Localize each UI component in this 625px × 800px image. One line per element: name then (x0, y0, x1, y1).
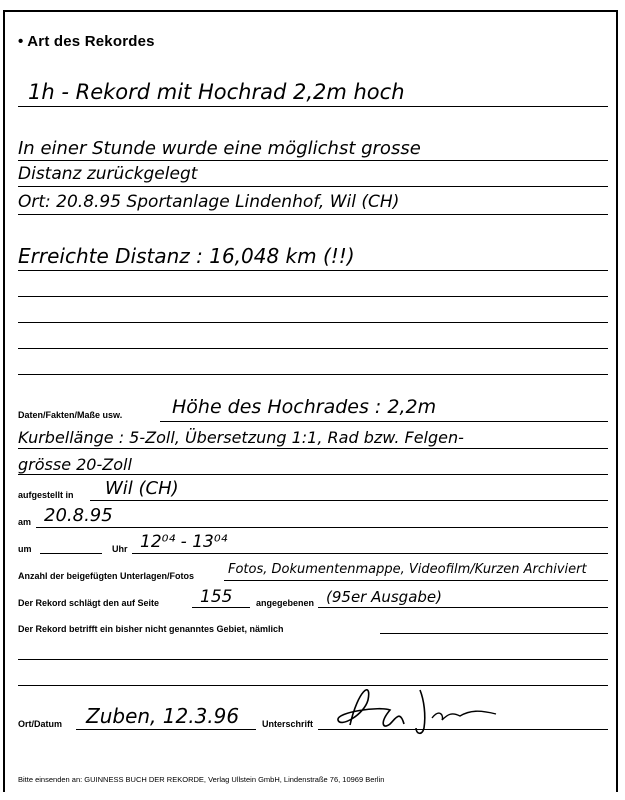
date-label: am (18, 517, 32, 527)
description-line-1: In einer Stunde wurde eine möglichst grosse (18, 138, 421, 159)
rule (18, 474, 608, 475)
facts-label: Daten/Fakten/Maße usw. (18, 410, 123, 420)
rule (18, 448, 608, 449)
description-line-3: Ort: 20.8.95 Sportanlage Lindenhof, Wil (CH) (18, 192, 400, 212)
date-value: 20.8.95 (44, 505, 113, 526)
facts-value-3: grösse 20-Zoll (18, 455, 132, 474)
time-value: 12⁰⁴ - 13⁰⁴ (140, 532, 228, 552)
rule (18, 106, 608, 107)
time-to-label: Uhr (112, 544, 128, 554)
place-date-value: Zuben, 12.3.96 (86, 704, 240, 728)
rule (192, 607, 250, 608)
record-type-text: 1h - Rekord mit Hochrad 2,2m hoch (28, 80, 405, 104)
rule (18, 214, 608, 215)
rule (18, 348, 608, 349)
rule (18, 659, 608, 660)
rule (40, 553, 102, 554)
rule (18, 374, 608, 375)
attachments-value: Fotos, Dokumentenmappe, Videofilm/Kurzen Archiviert (228, 562, 587, 577)
page-value: 155 (200, 587, 233, 607)
rule (18, 160, 608, 161)
section-title: • Art des Rekordes (18, 33, 155, 50)
place-value: Wil (CH) (105, 478, 179, 499)
rule (380, 633, 608, 634)
footer-address: Bitte einsenden an: GUINNESS BUCH DER REKORDE, Verlag Ullstein GmbH, Lindenstraße 76, 10969 Berlin (18, 775, 385, 784)
rule (76, 729, 256, 730)
distance-text: Erreichte Distanz : 16,048 km (!!) (18, 244, 355, 268)
time-from-label: um (18, 544, 32, 554)
page-suffix-label: angegebenen (256, 598, 315, 608)
rule (36, 527, 608, 528)
area-label: Der Rekord betrifft ein bisher nicht genanntes Gebiet, nämlich (18, 624, 284, 634)
place-date-label: Ort/Datum (18, 719, 63, 729)
handwritten-signature (320, 680, 520, 740)
place-label: aufgestellt in (18, 490, 74, 500)
rule (18, 296, 608, 297)
rule (132, 553, 608, 554)
rule (18, 186, 608, 187)
page-suffix-value: (95er Ausgabe) (326, 588, 443, 606)
facts-value-1: Höhe des Hochrades : 2,2m (172, 396, 437, 418)
rule (18, 270, 608, 271)
rule (318, 607, 608, 608)
rule (160, 421, 608, 422)
rule (90, 500, 608, 501)
signature-label: Unterschrift (262, 719, 314, 729)
page-label: Der Rekord schlägt den auf Seite (18, 598, 160, 608)
facts-value-2: Kurbellänge : 5-Zoll, Übersetzung 1:1, Rad bzw. Felgen- (18, 428, 464, 447)
attachments-label: Anzahl der beigefügten Unterlagen/Fotos (18, 571, 195, 581)
rule (18, 322, 608, 323)
rule (224, 580, 608, 581)
description-line-2: Distanz zurückgelegt (18, 164, 198, 184)
